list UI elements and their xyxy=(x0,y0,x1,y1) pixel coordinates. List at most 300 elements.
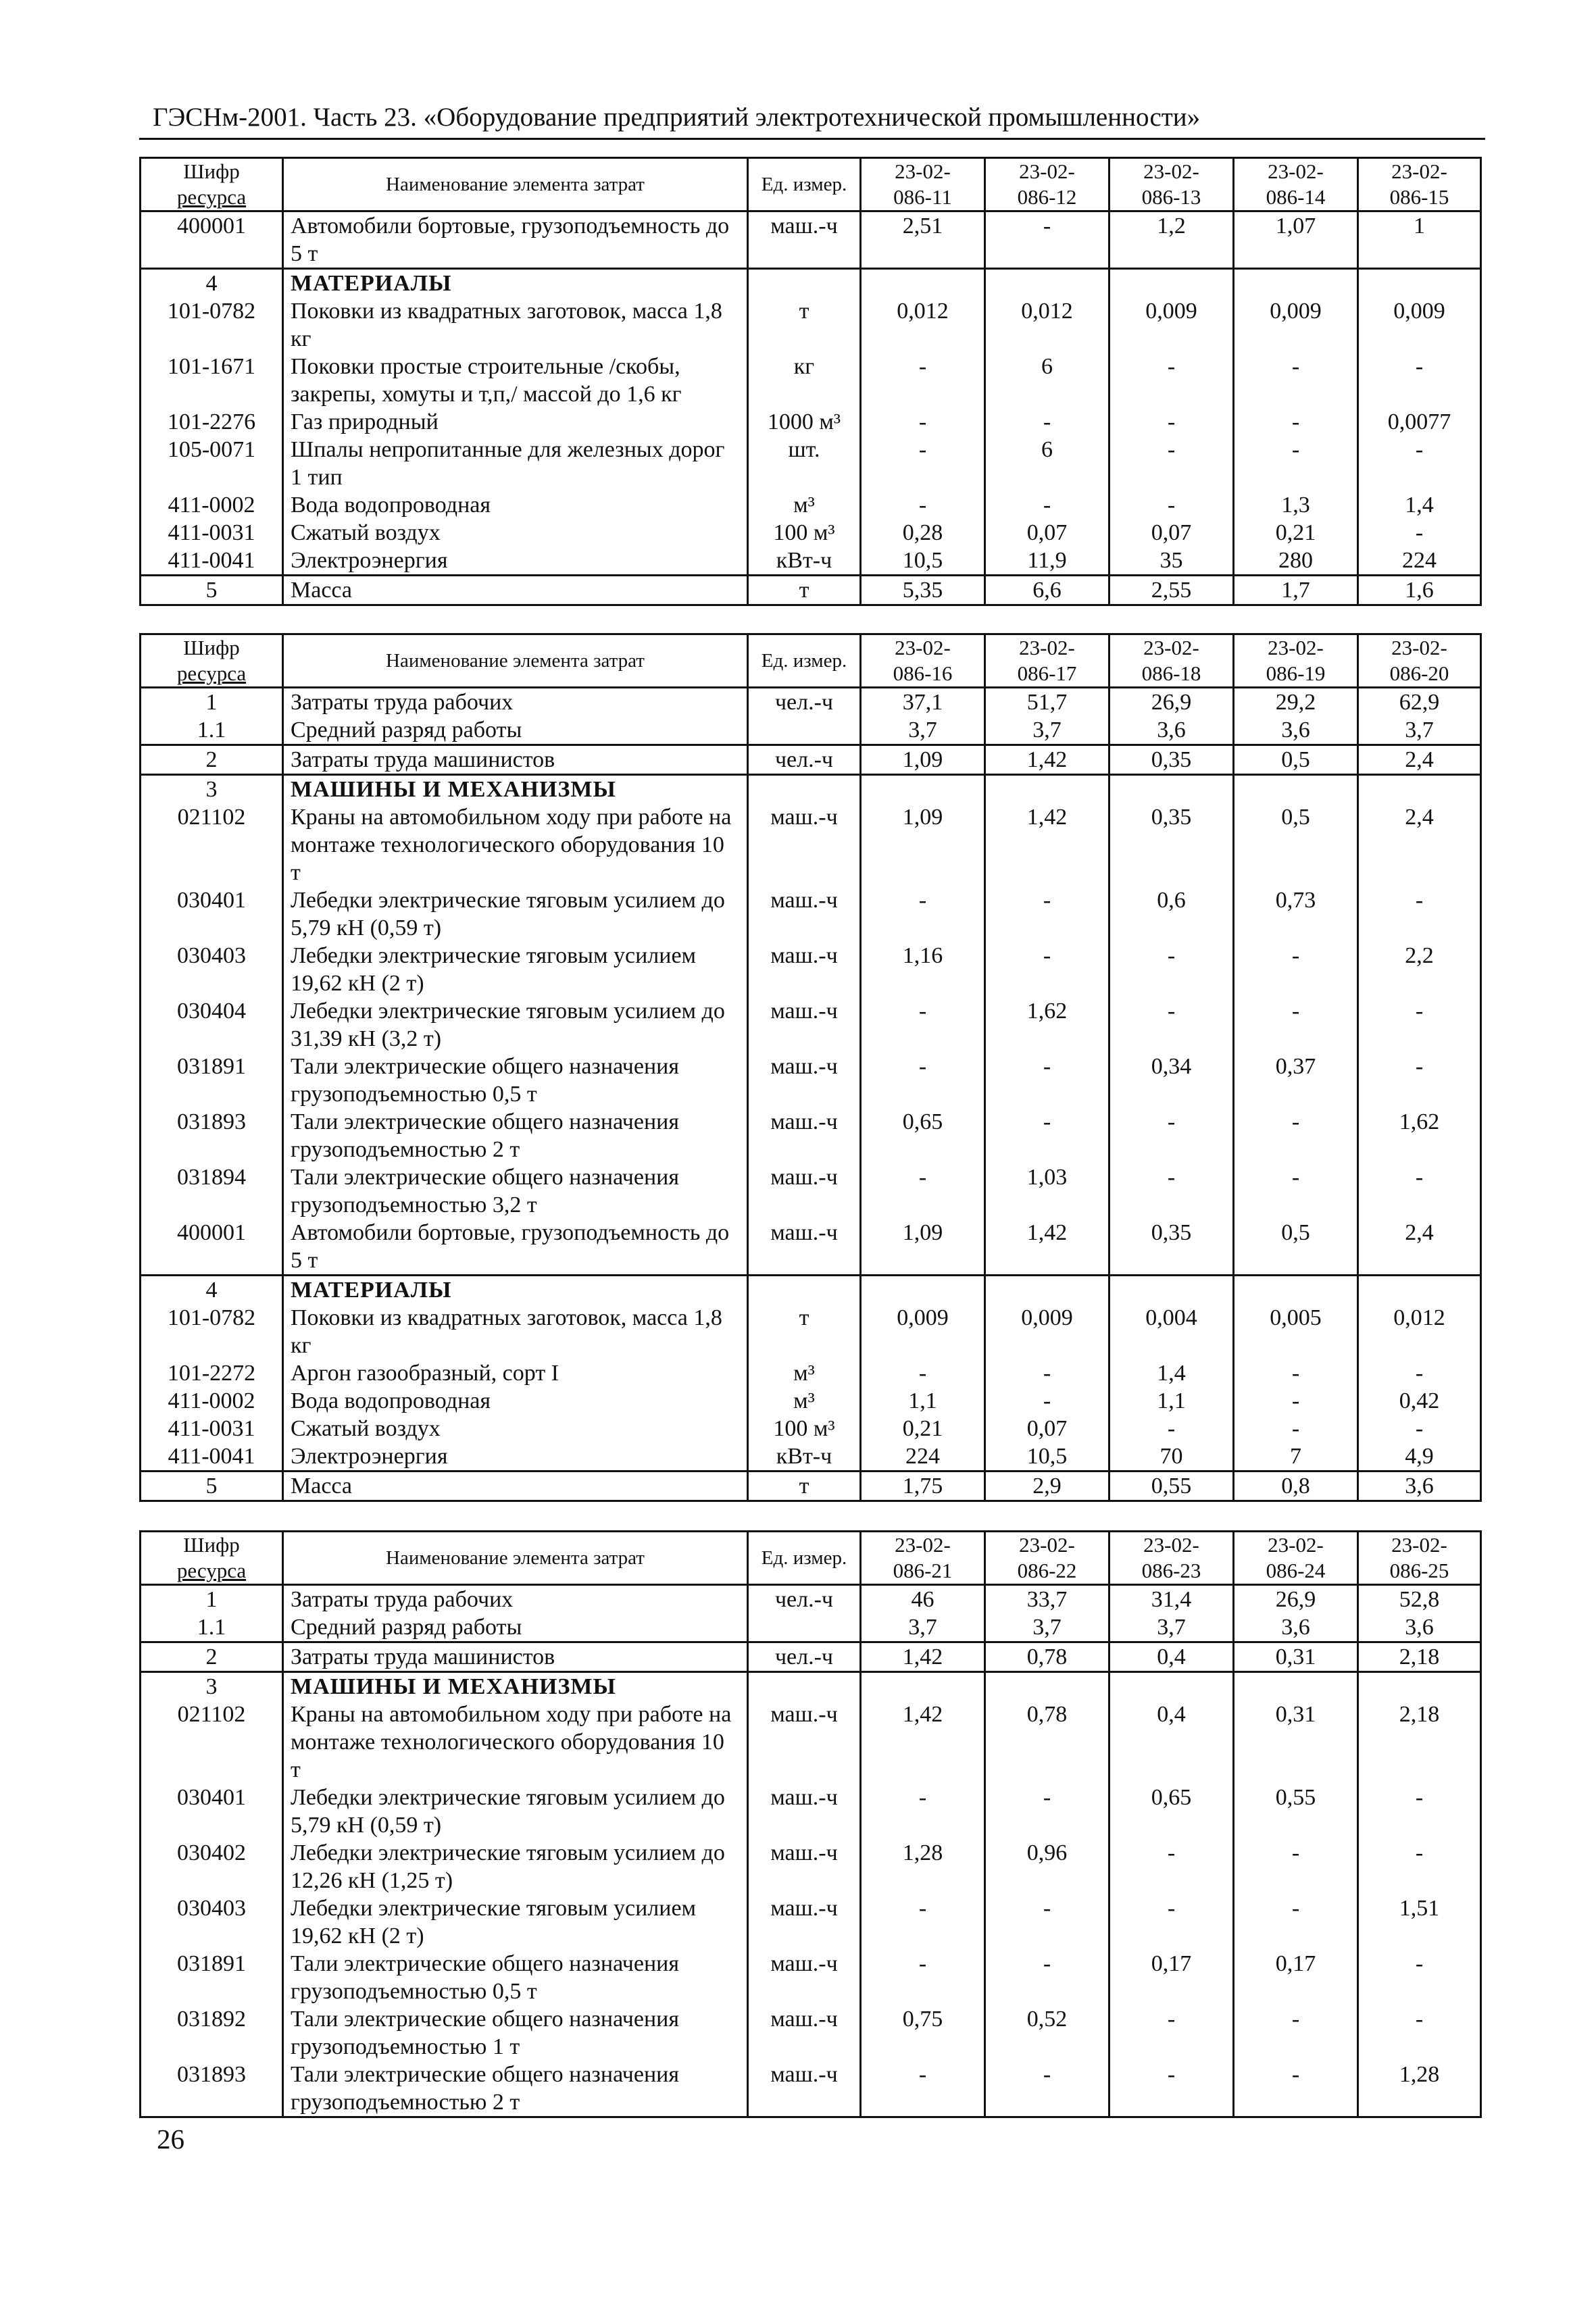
header-norm-code-bottom: 086-19 xyxy=(1266,661,1326,685)
resource-name: Затраты труда рабочих xyxy=(283,688,748,717)
resource-value: - xyxy=(1234,1415,1358,1442)
resource-value: - xyxy=(861,1950,985,2005)
resource-value xyxy=(861,1672,985,1701)
resource-value: 1,42 xyxy=(861,1701,985,1784)
resource-unit: маш.-ч xyxy=(748,1784,861,1839)
resource-value: - xyxy=(1358,1163,1481,1219)
resource-value: - xyxy=(1234,1839,1358,1894)
header-code-line1: Шифр xyxy=(183,1533,240,1557)
resource-value: - xyxy=(985,1950,1109,2005)
resource-value: 0,009 xyxy=(861,1304,985,1359)
header-name: Наименование элемента затрат xyxy=(283,1532,748,1585)
resource-value: - xyxy=(1234,1108,1358,1163)
resource-name: Сжатый воздух xyxy=(283,1415,748,1442)
resource-value: 1,1 xyxy=(1109,1387,1234,1415)
resource-value: 1,62 xyxy=(985,997,1109,1053)
resource-unit: маш.-ч xyxy=(748,1839,861,1894)
resource-value: 0,009 xyxy=(1234,297,1358,353)
header-norm-code-top: 23-02- xyxy=(1391,636,1447,659)
page-header: ГЭСНм-2001. Часть 23. «Оборудование предприятий электротехнической промышленности» xyxy=(153,103,1201,132)
resource-value: 0,004 xyxy=(1109,1304,1234,1359)
table-row xyxy=(141,2061,1481,2117)
table-row xyxy=(141,997,1481,1053)
header-norm-code-top: 23-02- xyxy=(895,159,951,183)
cost-table xyxy=(139,1530,1480,2118)
resource-code: 2 xyxy=(141,745,283,775)
table-row xyxy=(141,1642,1481,1672)
resource-unit: маш.-ч xyxy=(748,1894,861,1950)
resource-code: 4 xyxy=(141,269,283,298)
resource-value: 5,35 xyxy=(861,576,985,605)
table-row xyxy=(141,519,1481,547)
resource-value: - xyxy=(1109,1163,1234,1219)
table-row xyxy=(141,1053,1481,1108)
resource-name: Средний разряд работы xyxy=(283,1613,748,1642)
resource-name: МАШИНЫ И МЕХАНИЗМЫ xyxy=(283,1672,748,1701)
resource-value: 0,65 xyxy=(861,1108,985,1163)
resource-code: 031893 xyxy=(141,1108,283,1163)
resource-value: - xyxy=(985,211,1109,269)
resource-value: 1,07 xyxy=(1234,211,1358,269)
resource-unit: маш.-ч xyxy=(748,211,861,269)
resource-table xyxy=(139,1530,1482,2118)
resource-code: 411-0031 xyxy=(141,1415,283,1442)
cost-table xyxy=(139,633,1480,1502)
resource-value: - xyxy=(985,1108,1109,1163)
resource-value: 31,4 xyxy=(1109,1585,1234,1614)
resource-value: 1,03 xyxy=(985,1163,1109,1219)
resource-value: 1,09 xyxy=(861,745,985,775)
resource-value: - xyxy=(985,491,1109,519)
resource-value: 2,18 xyxy=(1358,1701,1481,1784)
resource-value: 0,012 xyxy=(861,297,985,353)
resource-code: 1 xyxy=(141,688,283,717)
resource-value: 0,52 xyxy=(985,2005,1109,2061)
resource-name: МАТЕРИАЛЫ xyxy=(283,1276,748,1305)
resource-name: Затраты труда машинистов xyxy=(283,745,748,775)
resource-value: 1,3 xyxy=(1234,491,1358,519)
resource-value: - xyxy=(1109,2061,1234,2117)
resource-value xyxy=(1358,775,1481,804)
resource-value: 3,7 xyxy=(861,716,985,745)
header-norm-code-bottom: 086-22 xyxy=(1017,1559,1077,1582)
resource-value: 280 xyxy=(1234,547,1358,576)
resource-unit: т xyxy=(748,576,861,605)
resource-unit: т xyxy=(748,297,861,353)
header-norm-code-top: 23-02- xyxy=(1143,159,1199,183)
table-row xyxy=(141,745,1481,775)
resource-name: Вода водопроводная xyxy=(283,1387,748,1415)
resource-code: 105-0071 xyxy=(141,436,283,491)
resource-code: 031891 xyxy=(141,1950,283,2005)
resource-code: 3 xyxy=(141,775,283,804)
resource-name: МАШИНЫ И МЕХАНИЗМЫ xyxy=(283,775,748,804)
resource-value: 0,005 xyxy=(1234,1304,1358,1359)
table-row xyxy=(141,211,1481,269)
resource-value xyxy=(1358,269,1481,298)
resource-unit xyxy=(748,775,861,804)
resource-value xyxy=(1358,1276,1481,1305)
resource-unit: т xyxy=(748,1472,861,1501)
resource-value: 0,5 xyxy=(1234,745,1358,775)
resource-value: 1,42 xyxy=(985,745,1109,775)
resource-code: 1.1 xyxy=(141,1613,283,1642)
table-row xyxy=(141,353,1481,408)
resource-unit: чел.-ч xyxy=(748,1642,861,1672)
header-norm-code-bottom: 086-16 xyxy=(893,661,953,685)
resource-code: 030403 xyxy=(141,942,283,997)
resource-value xyxy=(985,1672,1109,1701)
resource-value xyxy=(1234,1276,1358,1305)
table-row xyxy=(141,886,1481,942)
table-row xyxy=(141,269,1481,298)
resource-unit: 100 м³ xyxy=(748,1415,861,1442)
header-norm-code-bottom: 086-25 xyxy=(1389,1559,1449,1582)
resource-value: 3,6 xyxy=(1109,716,1234,745)
header-norm-code-bottom: 086-21 xyxy=(893,1559,953,1582)
header-norm-code-bottom: 086-14 xyxy=(1266,185,1326,209)
resource-value: - xyxy=(1234,408,1358,436)
table-row xyxy=(141,1163,1481,1219)
resource-unit: маш.-ч xyxy=(748,997,861,1053)
resource-value: 2,4 xyxy=(1358,803,1481,886)
resource-code: 4 xyxy=(141,1276,283,1305)
resource-value: 0,5 xyxy=(1234,1219,1358,1276)
header-norm-code-bottom: 086-18 xyxy=(1141,661,1201,685)
resource-value xyxy=(1358,1672,1481,1701)
resource-value: 0,0077 xyxy=(1358,408,1481,436)
resource-value: 3,6 xyxy=(1234,716,1358,745)
resource-value: - xyxy=(1109,1415,1234,1442)
resource-unit: маш.-ч xyxy=(748,942,861,997)
resource-code: 400001 xyxy=(141,211,283,269)
resource-value: 224 xyxy=(861,1442,985,1472)
header-norm-code-top: 23-02- xyxy=(1391,159,1447,183)
resource-value: 0,07 xyxy=(1109,519,1234,547)
header-norm-code-top: 23-02- xyxy=(1143,1533,1199,1557)
table-row xyxy=(141,1108,1481,1163)
header-code xyxy=(141,158,283,211)
table-row xyxy=(141,2005,1481,2061)
resource-unit: чел.-ч xyxy=(748,745,861,775)
cost-table xyxy=(139,157,1480,606)
header-norm-code-top: 23-02- xyxy=(1391,1533,1447,1557)
resource-name: Тали электрические общего назначения грузоподъемностью 3,2 т xyxy=(283,1163,748,1219)
resource-value: 0,17 xyxy=(1109,1950,1234,2005)
table-row xyxy=(141,1585,1481,1614)
resource-value: - xyxy=(985,408,1109,436)
resource-name: Электроэнергия xyxy=(283,1442,748,1472)
resource-value: - xyxy=(1109,353,1234,408)
header-norm-code xyxy=(1109,634,1234,688)
resource-code: 5 xyxy=(141,1472,283,1501)
resource-value: 3,6 xyxy=(1358,1613,1481,1642)
resource-table xyxy=(139,157,1482,606)
resource-value: 6,6 xyxy=(985,576,1109,605)
resource-unit: кВт-ч xyxy=(748,547,861,576)
resource-unit: маш.-ч xyxy=(748,1108,861,1163)
resource-value: - xyxy=(861,408,985,436)
header-norm-code-top: 23-02- xyxy=(1268,636,1324,659)
resource-code: 2 xyxy=(141,1642,283,1672)
header-norm-code-bottom: 086-11 xyxy=(893,185,952,209)
resource-code: 031894 xyxy=(141,1163,283,1219)
resource-value xyxy=(861,775,985,804)
table-row xyxy=(141,1219,1481,1276)
resource-code: 101-0782 xyxy=(141,297,283,353)
resource-value: - xyxy=(1234,353,1358,408)
resource-value: - xyxy=(1358,1359,1481,1387)
page-number: 26 xyxy=(157,2123,184,2155)
resource-value: 35 xyxy=(1109,547,1234,576)
resource-value: 2,4 xyxy=(1358,745,1481,775)
resource-value: 11,9 xyxy=(985,547,1109,576)
table-row xyxy=(141,1950,1481,2005)
table-row xyxy=(141,297,1481,353)
table-row xyxy=(141,1472,1481,1501)
resource-unit: 100 м³ xyxy=(748,519,861,547)
table-row xyxy=(141,408,1481,436)
resource-value: 0,4 xyxy=(1109,1642,1234,1672)
header-code-line2: ресурса xyxy=(176,661,247,685)
header-rule xyxy=(139,138,1485,140)
header-unit: Ед. измер. xyxy=(748,634,861,688)
header-code xyxy=(141,634,283,688)
resource-value: 3,6 xyxy=(1358,1472,1481,1501)
resource-value: 0,5 xyxy=(1234,803,1358,886)
resource-value: - xyxy=(861,1163,985,1219)
resource-value: 0,07 xyxy=(985,519,1109,547)
header-norm-code-bottom: 086-24 xyxy=(1266,1559,1326,1582)
resource-name: Масса xyxy=(283,576,748,605)
table-row xyxy=(141,1894,1481,1950)
resource-value: 1,42 xyxy=(985,803,1109,886)
table-row xyxy=(141,1672,1481,1701)
resource-value: 46 xyxy=(861,1585,985,1614)
resource-unit: маш.-ч xyxy=(748,1219,861,1276)
resource-value xyxy=(861,1276,985,1305)
resource-code: 5 xyxy=(141,576,283,605)
header-code-line1: Шифр xyxy=(183,636,240,659)
resource-code: 030404 xyxy=(141,997,283,1053)
table-row xyxy=(141,491,1481,519)
resource-value: 33,7 xyxy=(985,1585,1109,1614)
resource-value: - xyxy=(985,1784,1109,1839)
resource-value xyxy=(1109,269,1234,298)
resource-code: 101-1671 xyxy=(141,353,283,408)
resource-value: 37,1 xyxy=(861,688,985,717)
resource-value: 0,009 xyxy=(1109,297,1234,353)
header-unit: Ед. измер. xyxy=(748,1532,861,1585)
header-norm-code xyxy=(1358,634,1481,688)
resource-value: 7 xyxy=(1234,1442,1358,1472)
resource-value: - xyxy=(1358,353,1481,408)
resource-value: 6 xyxy=(985,353,1109,408)
resource-value: - xyxy=(861,1784,985,1839)
resource-value: 3,7 xyxy=(861,1613,985,1642)
header-norm-code-top: 23-02- xyxy=(1268,159,1324,183)
resource-value: 1,62 xyxy=(1358,1108,1481,1163)
resource-name: Затраты труда машинистов xyxy=(283,1642,748,1672)
resource-code: 030402 xyxy=(141,1839,283,1894)
resource-value xyxy=(985,775,1109,804)
resource-value: 0,96 xyxy=(985,1839,1109,1894)
resource-value: 0,65 xyxy=(1109,1784,1234,1839)
resource-value: 0,35 xyxy=(1109,1219,1234,1276)
resource-name: Поковки из квадратных заготовок, масса 1,8 кг xyxy=(283,297,748,353)
resource-value: 70 xyxy=(1109,1442,1234,1472)
resource-name: Тали электрические общего назначения грузоподъемностью 0,5 т xyxy=(283,1950,748,2005)
resource-code: 411-0041 xyxy=(141,1442,283,1472)
resource-value: 1,16 xyxy=(861,942,985,997)
resource-name: Сжатый воздух xyxy=(283,519,748,547)
resource-value: - xyxy=(1109,1108,1234,1163)
resource-value: - xyxy=(1234,997,1358,1053)
resource-value: 0,31 xyxy=(1234,1701,1358,1784)
header-norm-code xyxy=(861,158,985,211)
resource-value: 1,75 xyxy=(861,1472,985,1501)
resource-unit: м³ xyxy=(748,1387,861,1415)
header-norm-code-top: 23-02- xyxy=(1268,1533,1324,1557)
resource-value: - xyxy=(985,1359,1109,1387)
resource-unit: м³ xyxy=(748,1359,861,1387)
resource-value: - xyxy=(1358,436,1481,491)
resource-code: 021102 xyxy=(141,803,283,886)
resource-value: 1,6 xyxy=(1358,576,1481,605)
resource-name: Шпалы непропитанные для железных дорог 1 тип xyxy=(283,436,748,491)
resource-value xyxy=(1234,269,1358,298)
resource-value: 0,009 xyxy=(985,1304,1109,1359)
resource-value: 26,9 xyxy=(1109,688,1234,717)
resource-value: 1,28 xyxy=(861,1839,985,1894)
resource-value: - xyxy=(1358,519,1481,547)
resource-value: - xyxy=(1234,1163,1358,1219)
resource-value: 0,35 xyxy=(1109,803,1234,886)
resource-code: 021102 xyxy=(141,1701,283,1784)
header-unit: Ед. измер. xyxy=(748,158,861,211)
resource-value: 2,4 xyxy=(1358,1219,1481,1276)
resource-value: - xyxy=(1109,2005,1234,2061)
header-code-line2: ресурса xyxy=(176,1559,247,1582)
table-row xyxy=(141,688,1481,717)
resource-value: 1,2 xyxy=(1109,211,1234,269)
resource-value: 0,17 xyxy=(1234,1950,1358,2005)
table-row xyxy=(141,1387,1481,1415)
resource-value: 0,42 xyxy=(1358,1387,1481,1415)
resource-unit: маш.-ч xyxy=(748,803,861,886)
resource-name: Электроэнергия xyxy=(283,547,748,576)
header-norm-code-bottom: 086-15 xyxy=(1389,185,1449,209)
table-row xyxy=(141,576,1481,605)
header-norm-code xyxy=(985,1532,1109,1585)
resource-unit: чел.-ч xyxy=(748,1585,861,1614)
resource-value: 52,8 xyxy=(1358,1585,1481,1614)
resource-code: 400001 xyxy=(141,1219,283,1276)
header-norm-code-bottom: 086-17 xyxy=(1017,661,1077,685)
header-norm-code-bottom: 086-12 xyxy=(1017,185,1077,209)
resource-unit: кВт-ч xyxy=(748,1442,861,1472)
resource-value: - xyxy=(985,1387,1109,1415)
resource-unit: т xyxy=(748,1304,861,1359)
resource-value: 0,78 xyxy=(985,1642,1109,1672)
resource-value: - xyxy=(861,491,985,519)
resource-code: 3 xyxy=(141,1672,283,1701)
resource-value: 0,78 xyxy=(985,1701,1109,1784)
resource-value: - xyxy=(1109,408,1234,436)
resource-name: Поковки из квадратных заготовок, масса 1,8 кг xyxy=(283,1304,748,1359)
resource-unit: маш.-ч xyxy=(748,2061,861,2117)
resource-name: Лебедки электрические тяговым усилием 19,62 кН (2 т) xyxy=(283,1894,748,1950)
resource-value xyxy=(985,269,1109,298)
table-row xyxy=(141,1415,1481,1442)
resource-name: Лебедки электрические тяговым усилием 19,62 кН (2 т) xyxy=(283,942,748,997)
resource-value: - xyxy=(985,886,1109,942)
header-norm-code xyxy=(1109,158,1234,211)
resource-value xyxy=(861,269,985,298)
header-norm-code xyxy=(985,634,1109,688)
header-norm-code xyxy=(861,1532,985,1585)
header-norm-code-bottom: 086-13 xyxy=(1141,185,1201,209)
header-norm-code-top: 23-02- xyxy=(1019,159,1075,183)
header-norm-code-top: 23-02- xyxy=(1019,636,1075,659)
header-norm-code xyxy=(1358,1532,1481,1585)
resource-unit xyxy=(748,1672,861,1701)
table-row xyxy=(141,1839,1481,1894)
resource-value: - xyxy=(861,1359,985,1387)
resource-unit: маш.-ч xyxy=(748,1950,861,2005)
resource-code: 031893 xyxy=(141,2061,283,2117)
resource-value: 0,8 xyxy=(1234,1472,1358,1501)
header-norm-code xyxy=(985,158,1109,211)
resource-value: 2,2 xyxy=(1358,942,1481,997)
resource-value: 2,18 xyxy=(1358,1642,1481,1672)
resource-unit xyxy=(748,1276,861,1305)
header-norm-code xyxy=(861,634,985,688)
resource-value: - xyxy=(1234,1894,1358,1950)
resource-value: 0,34 xyxy=(1109,1053,1234,1108)
resource-unit xyxy=(748,269,861,298)
header-row xyxy=(141,634,1481,688)
table-row xyxy=(141,803,1481,886)
resource-code: 031892 xyxy=(141,2005,283,2061)
resource-value: - xyxy=(1109,491,1234,519)
resource-value: 1,51 xyxy=(1358,1894,1481,1950)
table-row xyxy=(141,1359,1481,1387)
header-row xyxy=(141,1532,1481,1585)
resource-value: 0,55 xyxy=(1109,1472,1234,1501)
header-norm-code-top: 23-02- xyxy=(895,636,951,659)
resource-value: 1,4 xyxy=(1109,1359,1234,1387)
resource-code: 411-0041 xyxy=(141,547,283,576)
resource-name: Вода водопроводная xyxy=(283,491,748,519)
header-norm-code-top: 23-02- xyxy=(895,1533,951,1557)
resource-unit: шт. xyxy=(748,436,861,491)
header-norm-code xyxy=(1234,1532,1358,1585)
table-row xyxy=(141,775,1481,804)
resource-value: - xyxy=(1358,1950,1481,2005)
resource-value: 3,7 xyxy=(985,1613,1109,1642)
resource-unit: м³ xyxy=(748,491,861,519)
resource-value xyxy=(985,1276,1109,1305)
resource-value: - xyxy=(1109,1894,1234,1950)
resource-value: - xyxy=(1234,942,1358,997)
resource-value: - xyxy=(1109,997,1234,1053)
resource-value: 26,9 xyxy=(1234,1585,1358,1614)
resource-value xyxy=(1109,775,1234,804)
resource-value: 0,73 xyxy=(1234,886,1358,942)
resource-unit: маш.-ч xyxy=(748,2005,861,2061)
resource-name: Затраты труда рабочих xyxy=(283,1585,748,1614)
